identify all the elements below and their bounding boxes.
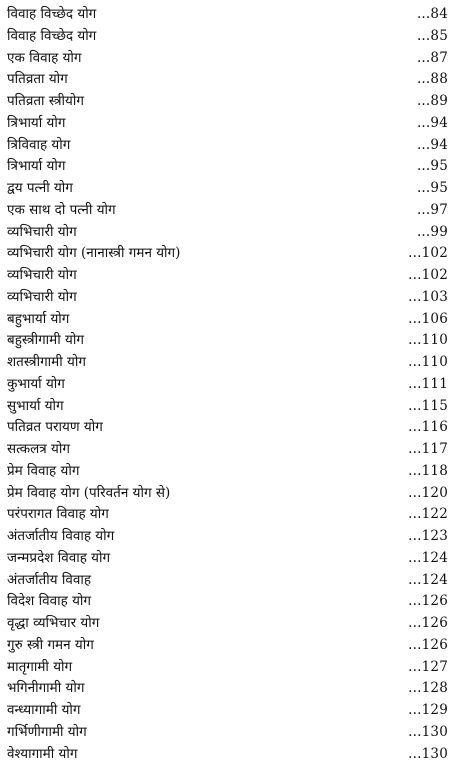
toc-entry-page: ...95 (417, 178, 448, 200)
toc-entry-title: पतिव्रता स्त्रीयोग (7, 91, 84, 113)
toc-entry-page: ...97 (417, 200, 448, 222)
toc-entry-title: कुभार्या योग (7, 374, 65, 396)
toc-entry (0, 287, 460, 309)
toc-entry-page: ...94 (417, 113, 448, 135)
toc-entry (0, 91, 460, 113)
toc-entry (0, 744, 460, 765)
toc-entry-title: सुभार्या योग (7, 396, 64, 418)
toc-entry (0, 570, 460, 592)
toc-entry-title: भगिनीगामी योग (7, 678, 84, 700)
toc-entry-title: द्वय पत्नी योग (7, 178, 73, 200)
toc-entry-title: परंपरागत विवाह योग (7, 504, 109, 526)
toc-entry-page: ...115 (408, 396, 448, 418)
toc-entry-title: व्यभिचारी योग (7, 222, 77, 244)
toc-entry (0, 483, 460, 505)
toc-entry-title: बहुस्त्रीगामी योग (7, 330, 84, 352)
toc-entry-title: सत्कलत्र योग (7, 439, 70, 461)
toc-entry (0, 178, 460, 200)
toc-entry-title: त्रिभार्या योग (7, 156, 65, 178)
toc-entry-page: ...106 (408, 309, 448, 331)
toc-entry-page: ...130 (408, 722, 448, 744)
toc-entry-title: अंतर्जातीय विवाह योग (7, 526, 114, 548)
toc-entry-title: जन्मप्रदेश विवाह योग (7, 548, 110, 570)
toc-entry-page: ...89 (417, 91, 448, 113)
toc-entry (0, 635, 460, 657)
toc-entry-title: विदेश विवाह योग (7, 591, 91, 613)
toc-entry-page: ...126 (408, 613, 448, 635)
toc-entry (0, 113, 460, 135)
toc-entry-title: मातृगामी योग (7, 657, 72, 679)
toc-entry-title: पतिव्रत परायण योग (7, 417, 103, 439)
toc-entry (0, 678, 460, 700)
toc-entry-page: ...128 (408, 678, 448, 700)
toc-entry (0, 309, 460, 331)
toc-entry-title: व्यभिचारी योग (नानास्त्री गमन योग) (7, 243, 180, 265)
toc-entry-page: ...130 (408, 744, 448, 765)
toc-entry-page: ...88 (417, 69, 448, 91)
toc-entry-page: ...117 (408, 439, 448, 461)
toc-entry-page: ...110 (408, 330, 448, 352)
toc-entry-title: प्रेम विवाह योग (परिवर्तन योग से) (7, 483, 170, 505)
toc-entry-title: त्रिभार्या योग (7, 113, 65, 135)
toc-entry (0, 265, 460, 287)
toc-entry-title: विवाह विच्छेद योग (7, 26, 96, 48)
toc-entry-page: ...99 (417, 222, 448, 244)
toc-entry-title: एक साथ दो पत्नी योग (7, 200, 116, 222)
toc-entry (0, 4, 460, 26)
toc-entry-title: वन्ध्यागामी योग (7, 700, 81, 722)
toc-entry-page: ...85 (417, 26, 448, 48)
toc-entry-page: ...87 (417, 48, 448, 70)
toc-entry (0, 26, 460, 48)
toc-entry-page: ...124 (408, 548, 448, 570)
toc-entry-page: ...116 (408, 417, 448, 439)
toc-entry (0, 156, 460, 178)
toc-entry (0, 243, 460, 265)
toc-entry-page: ...129 (408, 700, 448, 722)
toc-entry-title: व्यभिचारी योग (7, 265, 77, 287)
toc-entry (0, 439, 460, 461)
toc-entry (0, 591, 460, 613)
toc-entry (0, 135, 460, 157)
toc-entry-page: ...103 (408, 287, 448, 309)
toc-entry (0, 657, 460, 679)
toc-entry (0, 200, 460, 222)
toc-entry-title: गर्भिणीगामी योग (7, 722, 87, 744)
toc-entry-page: ...120 (408, 483, 448, 505)
toc-entry-title: शतस्त्रीगामी योग (7, 352, 86, 374)
toc-entry (0, 396, 460, 418)
toc-entry-title: प्रेम विवाह योग (7, 461, 79, 483)
toc-entry-page: ...118 (408, 461, 448, 483)
toc-entry (0, 330, 460, 352)
toc-entry (0, 417, 460, 439)
toc-entry-page: ...95 (417, 156, 448, 178)
toc-entry-page: ...122 (408, 504, 448, 526)
toc-entry-page: ...111 (408, 374, 448, 396)
toc-entry-page: ...94 (417, 135, 448, 157)
toc-entry (0, 374, 460, 396)
toc-entry-page: ...84 (417, 4, 448, 26)
toc-entry (0, 222, 460, 244)
toc-entry-title: गुरु स्त्री गमन योग (7, 635, 94, 657)
toc-entry-title: एक विवाह योग (7, 48, 82, 70)
toc-entry (0, 69, 460, 91)
toc-entry (0, 48, 460, 70)
toc-entry-page: ...126 (408, 591, 448, 613)
toc-entry-page: ...102 (408, 243, 448, 265)
toc-entry (0, 504, 460, 526)
toc-entry (0, 700, 460, 722)
toc-entry (0, 461, 460, 483)
toc-entry-page: ...126 (408, 635, 448, 657)
toc-entry-title: वृद्धा व्यभिचार योग (7, 613, 99, 635)
toc-entry-title: व्यभिचारी योग (7, 287, 77, 309)
table-of-contents (0, 4, 460, 765)
toc-entry (0, 548, 460, 570)
toc-entry-page: ...110 (408, 352, 448, 374)
toc-entry (0, 526, 460, 548)
toc-entry-title: बहुभार्या योग (7, 309, 69, 331)
toc-entry-title: त्रिविवाह योग (7, 135, 70, 157)
toc-entry-title: वेश्यागामी योग (7, 744, 77, 765)
toc-entry-title: पतिव्रता योग (7, 69, 68, 91)
toc-entry-title: विवाह विच्छेद योग (7, 4, 96, 26)
toc-entry (0, 352, 460, 374)
toc-entry (0, 613, 460, 635)
toc-entry-page: ...124 (408, 570, 448, 592)
toc-entry-page: ...123 (408, 526, 448, 548)
toc-entry-title: अंतर्जातीय विवाह (7, 570, 91, 592)
toc-entry-page: ...127 (408, 657, 448, 679)
toc-entry (0, 722, 460, 744)
toc-entry-page: ...102 (408, 265, 448, 287)
